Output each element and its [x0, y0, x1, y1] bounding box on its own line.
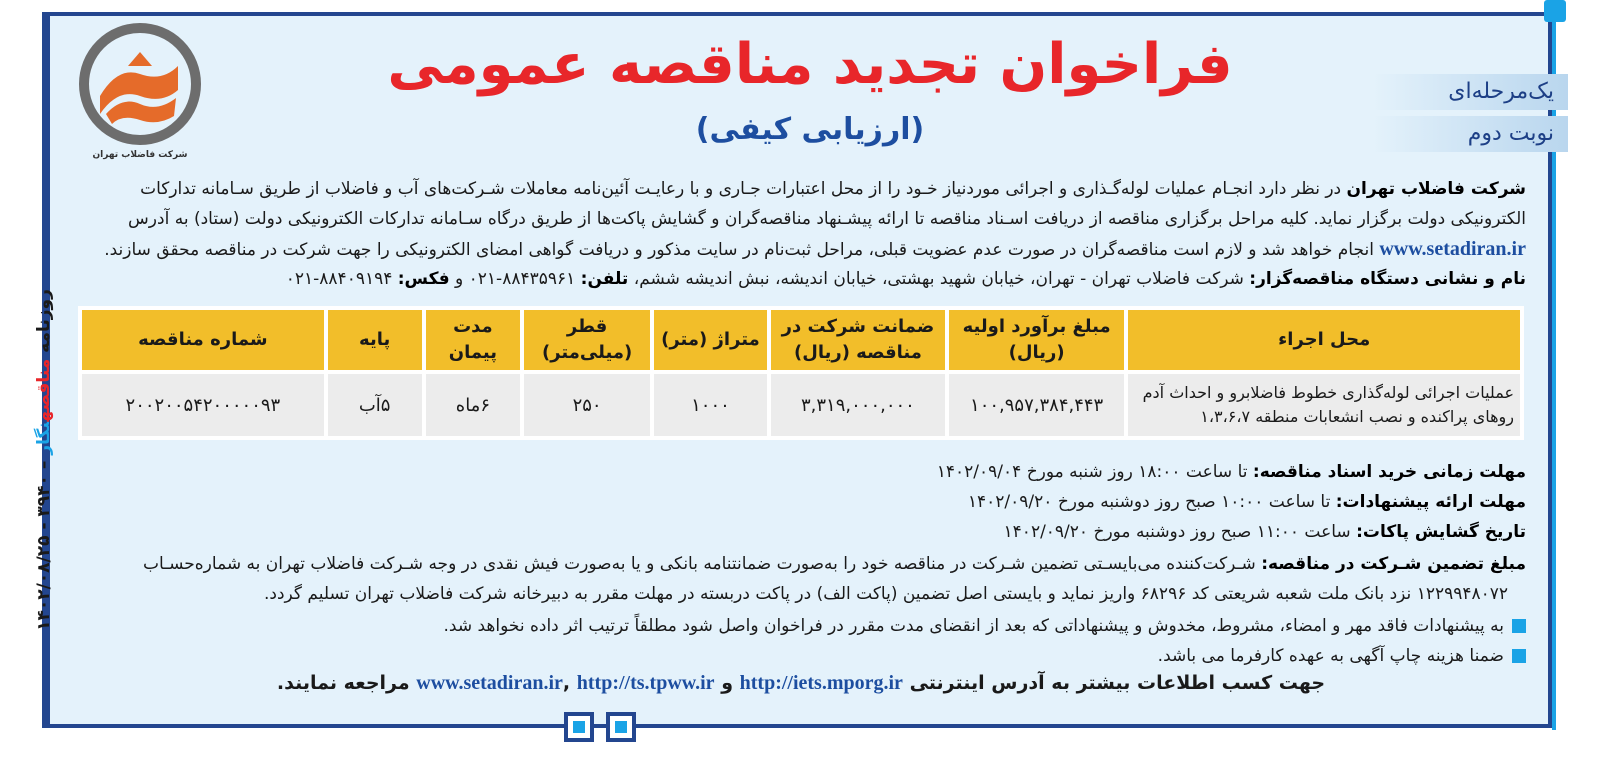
- fax-number: ۸۸۴۰۹۱۹۴-۰۲۱: [285, 269, 393, 289]
- deadline-docs-value: تا ساعت ۱۸:۰۰ روز شنبه مورخ ۱۴۰۲/۰۹/۰۴: [936, 462, 1248, 482]
- setad-footer-link[interactable]: www.setadiran.ir: [416, 672, 563, 694]
- deadline-docs-label: مهلت زمانی خرید اسناد مناقصه:: [1252, 462, 1526, 482]
- phone-label: تلفن:: [580, 269, 629, 289]
- opening-date: [1004, 518, 1526, 546]
- address-label: نام و نشانی دستگاه مناقصه‌گزار:: [1249, 269, 1526, 289]
- table-row: [82, 374, 1520, 436]
- phone-number: ۸۸۴۳۵۹۶۱-۰۲۱ و: [455, 269, 576, 289]
- cell-estimate: ۱۰۰,۹۵۷,۳۸۴,۴۴۳: [949, 374, 1124, 436]
- decor-square-right: [606, 712, 636, 742]
- decor-square-left: [564, 712, 594, 742]
- footer-suffix: مراجعه نمایند.: [276, 672, 410, 694]
- deadline-offer: [968, 488, 1526, 516]
- cell-guarantee: ۳,۳۱۹,۰۰۰,۰۰۰: [771, 374, 945, 436]
- header-guarantee: ضمانت شرکت در مناقصه (ریال): [771, 310, 945, 370]
- deadline-offer-value: تا ساعت ۱۰:۰۰ صبح روز دوشنبه مورخ ۱۴۰۲/۰۹/۲۰: [967, 492, 1331, 512]
- company-logo: [78, 22, 202, 162]
- intro-line-2: [74, 204, 1526, 234]
- footer-comma: ,: [562, 672, 571, 694]
- frame-accent-dot: [1544, 0, 1566, 22]
- note-2: [1158, 642, 1526, 670]
- header-tender-no: شماره مناقصه: [82, 310, 324, 370]
- note-2-text: ضمنا هزینه چاپ آگهی به عهده کارفرما می باشد.: [1157, 646, 1504, 666]
- guarantee-text-1: شـرکت‌کننده می‌بایسـتی تضمین شـرکت در مناقصه خود را به‌صورت ضمانتنامه بانکی و یا به‌صورت فیش نقدی در وجه شـرکت فاضلاب تهران به شماره‌حسـاب: [142, 554, 1256, 574]
- logo-caption: شرکت فاضلاب تهران: [92, 150, 188, 160]
- side-issue: – ۳۹۴۰ - ۱۴۰۲/۰۸/۲۵: [34, 460, 54, 631]
- deadline-docs: [937, 458, 1526, 486]
- intro-text-3: انجام خواهد شد و لازم است مناقصه‌گران در صورت عدم عضویت قبلی، مراحل ثبت‌نام در سایت مذکور و دریافت گواهی امضای الکترونیکی را جهت شرکت در مناقصه محقق سازند.: [104, 240, 1374, 260]
- opening-value: ساعت ۱۱:۰۰ صبح روز دوشنبه مورخ ۱۴۰۲/۰۹/۲۰: [1003, 522, 1351, 542]
- address-line: [74, 264, 1526, 294]
- ad-subtitle: (ارزیابی کیفی): [695, 112, 925, 147]
- bullet-square-icon: [1512, 619, 1526, 633]
- cell-length: ۱۰۰۰: [654, 374, 767, 436]
- guarantee-text-2: ۱۲۲۹۹۴۸۰۷۲ نزد بانک ملت شعبه شریعتی کد ۶۸۲۹۶ واریز نماید و بایستی اصل تضمین (پاکت الف) در پاکت دربسته در مهلت مقرر به دبیرخانه شرکت فاضلاب تهران تسلیم گردد.: [263, 584, 1508, 604]
- intro-text-1: در نظر دارد انجـام عملیات لوله‌گـذاری و اجرائی موردنیاز خـود را از محل اعتبارات جـاری و با رعایـت آئین‌نامه معاملات شـرکت‌های آب و فاضلاب از طریق سـامانه تدارکات: [140, 179, 1342, 199]
- header-diameter: قطر (میلی‌متر): [524, 310, 650, 370]
- side-newspaper: روزنامه: [34, 289, 54, 353]
- footer-links: [78, 672, 1524, 695]
- cell-duration: ۶ماه: [426, 374, 521, 436]
- table-header-row: [82, 310, 1520, 370]
- header-duration: مدت پیمان: [426, 310, 521, 370]
- iets-link[interactable]: http://iets.mporg.ir: [739, 672, 903, 694]
- footer-and: و: [721, 672, 733, 694]
- address-text: شرکت فاضلاب تهران - تهران، خیابان شهید بهشتی، خیابان اندیشه، نبش اندیشه ششم،: [633, 269, 1244, 289]
- header-estimate: مبلغ برآورد اولیه (ریال): [949, 310, 1124, 370]
- intro-line-1: [74, 174, 1526, 204]
- intro-line-3: [74, 234, 1526, 265]
- note-1-text: به پیشنهادات فاقد مهر و امضاء، مشروط، مخدوش و پیشنهاداتی که بعد از انقضای مدت مقرر در فراخوان واصل شود مطلقاً ترتیب اثر داده نخواهد شد.: [443, 616, 1504, 636]
- guarantee-line-1: [143, 550, 1526, 578]
- opening-label: تاریخ گشایش پاکات:: [1356, 522, 1526, 542]
- setad-link[interactable]: www.setadiran.ir: [1379, 238, 1526, 260]
- side-brand-suffix: نگار: [34, 421, 54, 455]
- intro-text-2: الکترونیکی دولت برگزار نماید. کلیه مراحل برگزاری مناقصه از دریافت اسـناد مناقصه تا ارائه پیشـنهاد مناقصه‌گران و گشایش پاکت‌ها از طریق درگاه سـامانه تدارکات الکترونیکی دولت (ستاد) به آدرس: [128, 209, 1526, 229]
- note-1: [444, 612, 1527, 640]
- tpww-link[interactable]: http://ts.tpww.ir: [576, 672, 715, 694]
- guarantee-line-2: [264, 580, 1508, 608]
- cell-diameter: ۲۵۰: [524, 374, 650, 436]
- cell-location: عملیات اجرائی لوله‌گذاری خطوط فاضلابرو و احداث آدم روهای پراکنده و نصب انشعابات منطقه ۱،۳،۶،۷: [1128, 374, 1520, 436]
- header-length: متراژ (متر): [654, 310, 767, 370]
- cell-grade: ۵آب: [328, 374, 422, 436]
- footer-prefix: جهت کسب اطلاعات بیشتر به آدرس اینترنتی: [909, 672, 1326, 694]
- deadline-offer-label: مهلت ارائه پیشنهادات:: [1335, 492, 1526, 512]
- tender-table: [78, 306, 1524, 440]
- stage-tag: یک‌مرحله‌ای: [1372, 74, 1568, 110]
- side-brand: مناقصه: [34, 358, 54, 422]
- wastewater-logo-icon: [78, 22, 202, 146]
- fax-label: فکس:: [397, 269, 450, 289]
- ad-title: فراخوان تجدید مناقصه عمومی: [387, 32, 1233, 97]
- round-tag: نوبت دوم: [1372, 116, 1568, 152]
- guarantee-label: مبلغ تضمین شـرکت در مناقصه:: [1261, 554, 1526, 574]
- company-name: شرکت فاضلاب تهران: [1346, 179, 1526, 199]
- header-grade: پایه: [328, 310, 422, 370]
- header-location: محل اجراء: [1128, 310, 1520, 370]
- bullet-square-icon: [1512, 649, 1526, 663]
- cell-tender-no: ۲۰۰۲۰۰۵۴۲۰۰۰۰۰۹۳: [82, 374, 324, 436]
- side-caption: [24, 289, 64, 631]
